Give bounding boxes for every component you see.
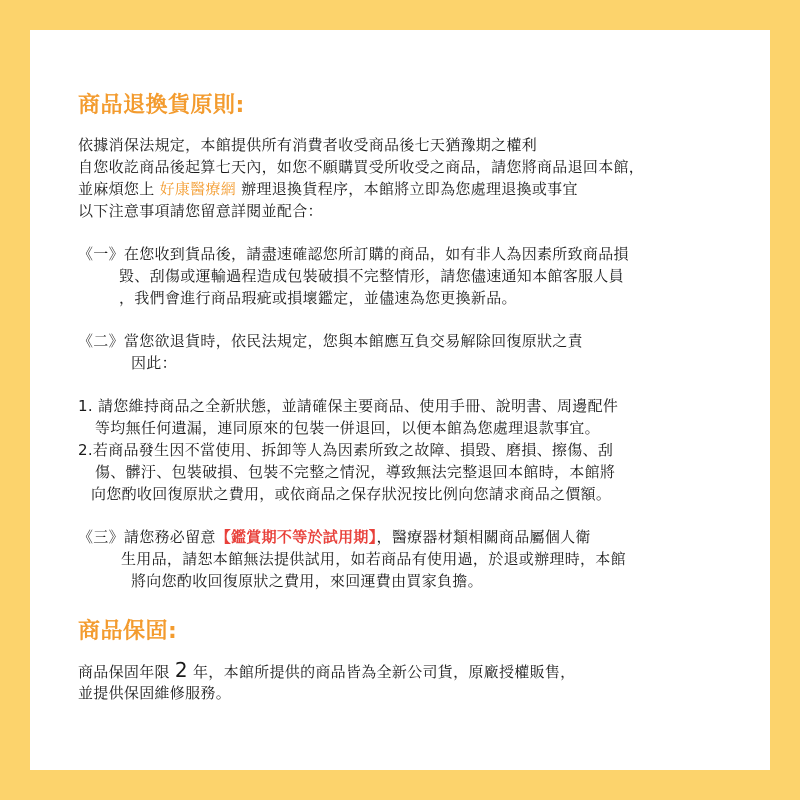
item-2-line-1: 《二》當您欲退貨時，依民法規定，您與本館應互負交易解除回復原狀之責 [78,332,583,350]
point-2-line-1: 2.若商品發生因不當使用、拆卸等人為因素所致之故障、損毀、磨損、擦傷、刮 [78,441,614,459]
intro-line-3 [78,179,578,199]
point-1-line-1: 1. 請您維持商品之全新狀態，並請確保主要商品、使用手冊、說明書、周邊配件 [78,397,619,415]
item-1-line-3: ，我們會進行商品瑕疵或損壞鑑定，並儘速為您更換新品。 [119,289,517,307]
warranty-heading: 商品保固: [78,619,178,644]
point-2-line-2: 傷、髒汙、包裝破損、包裝不完整之情況，導致無法完整退回本館時，本館將 [95,463,616,481]
warranty-line-1 [78,660,575,682]
item-3-line-1-prefix: 《三》請您務必留意 [78,528,216,546]
warranty-line-2: 並提供保固維修服務。 [78,684,232,702]
intro-line-1: 依據消保法規定，本館提供所有消費者收受商品後七天猶豫期之權利 [78,136,538,154]
trial-period-warning: 【鑑賞期不等於試用期】 [215,528,377,546]
item-3-line-1 [78,527,591,547]
item-2-line-2: 因此： [131,354,177,372]
intro-line-2: 自您收訖商品後起算七天內，如您不願購買受所收受之商品，請您將商品退回本館， [78,158,645,176]
point-1-line-2: 等均無任何遺漏，連同原來的包裝一併退回，以便本館為您處理退款事宜。 [95,419,600,437]
warranty-line-1-suffix: 年，本館所提供的商品皆為全新公司貨，原廠授權販售， [187,663,576,681]
item-3-line-2: 生用品，請恕本館無法提供試用，如若商品有使用過，於退或辦理時，本館 [121,550,626,568]
item-3-line-1-suffix: ，醫療器材類相關商品屬個人衛 [376,528,591,546]
intro-line-3-suffix: 辦理退換貨程序，本館將立即為您處理退換或事宜 [236,180,578,198]
intro-line-3-prefix: 並麻煩您上 [78,180,160,198]
item-1-line-2: 毀、刮傷或運輸過程造成包裝破損不完整情形，請您儘速通知本館客服人員 [119,267,624,285]
warranty-years: 2 [174,658,188,682]
returns-heading: 商品退換貨原則: [78,93,245,118]
intro-line-4: 以下注意事項請您留意詳閱並配合： [78,202,323,220]
point-2-line-3: 向您酌收回復原狀之費用，或依商品之保存狀況按比例向您請求商品之價額。 [91,485,612,503]
item-1-line-1: 《一》在您收到貨品後，請盡速確認您所訂購的商品，如有非人為因素所致商品損 [78,245,629,263]
site-name-link[interactable]: 好康醫療網 [159,180,237,198]
warranty-line-1-prefix: 商品保固年限 [78,663,175,681]
item-3-line-3: 將向您酌收回復原狀之費用，來回運費由買家負擔。 [131,572,483,590]
